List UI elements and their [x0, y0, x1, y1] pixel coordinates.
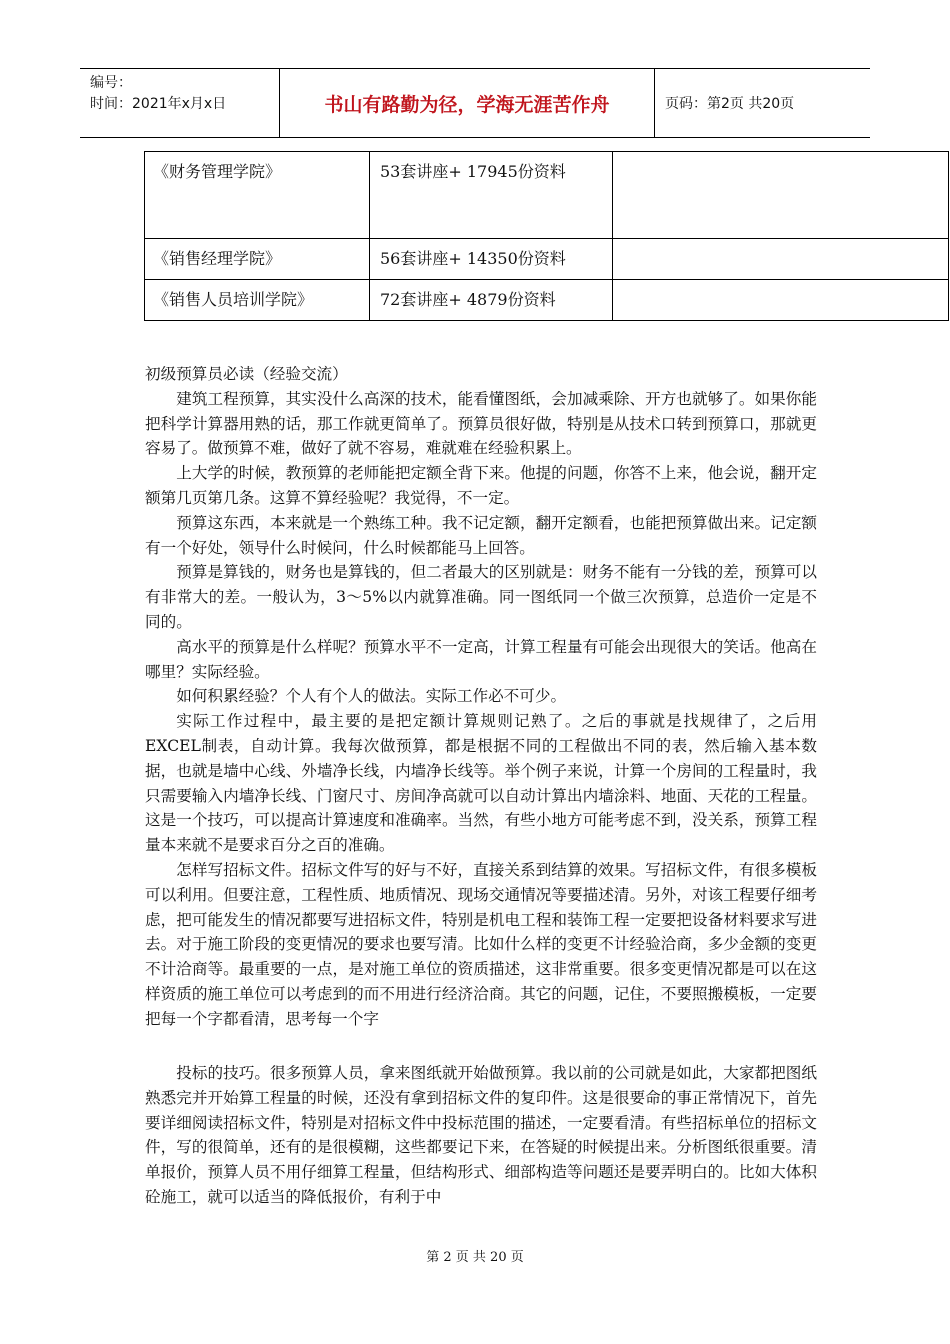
article-paragraph: 上大学的时候，教预算的老师能把定额全背下来。他提的问题，你答不上来，他会说，翻开定额第几页第几条。这算不算经验呢？我觉得，不一定。	[145, 464, 817, 507]
table-cell-name: 《销售经理学院》	[145, 239, 370, 280]
article-paragraph: 高水平的预算是什么样呢？预算水平不一定高，计算工程量有可能会出现很大的笑话。他高在哪里？实际经验。	[145, 637, 817, 681]
table-cell-desc: 53套讲座+ 17945份资料	[370, 152, 613, 239]
time-label: 时间：2021年x月x日	[90, 96, 227, 112]
header-motto: 书山有路勤为径，学海无涯苦作舟	[324, 93, 610, 116]
header-meta	[90, 73, 275, 115]
article-body	[145, 362, 817, 1032]
article-paragraph: 怎样写招标文件。招标文件写的好与不好，直接关系到结算的效果。写招标文件，有很多模板可以利用。但要注意，工程性质、地质情况、现场交通情况等要描述清。另外，对该工程要仔细考虑，把可能发生的情况都要写进招标文件，特别是机电工程和装饰工程一定要把设备材料要求写进去。对于施工阶段的变更情况的要求也要写清。比如什么样的变更不计经验洽商，多少金额的变更不计洽商等。最重要的一点，是对施工单位的资质描述，这非常重要。很多变更情况都是可以在这样资质的施工单位可以考虑到的而不用进行经济洽商。其它的问题，记住，不要照搬模板，一定要把每一个字都看清，思考每一个字	[145, 860, 817, 1028]
article-paragraph: 预算是算钱的，财务也是算钱的，但二者最大的区别就是：财务不能有一分钱的差，预算可以有非常大的差。一般认为，3～5%以内就算准确。同一图纸同一个做三次预算，总造价一定是不同的。	[145, 563, 817, 631]
article-paragraph: 投标的技巧。很多预算人员，拿来图纸就开始做预算。我以前的公司就是如此，大家都把图纸熟悉完并开始算工程量的时候，还没有拿到招标文件的复印件。这是很要命的事正常情况下，首先要详细阅读招标文件，特别是对招标文件中投标范围的描述，一定要看清。有些招标单位的招标文件，写的很简单，还有的是很模糊，这些都要记下来，在答疑的时候提出来。分析图纸很重要。清单报价，预算人员不用仔细算工程量，但结构形式、细部构造等问题还是要弄明白的。比如大体积砼施工，就可以适当的降低报价，有利于中	[145, 1064, 817, 1206]
number-label: 编号：	[90, 75, 132, 91]
article-paragraph: 如何积累经验？个人有个人的做法。实际工作必不可少。	[176, 687, 567, 706]
article-paragraph: 建筑工程预算，其实没什么高深的技术，能看懂图纸，会加减乘除、开方也就够了。如果你能把科学计算器用熟的话，那工作就更简单了。预算员很好做，特别是从技术口转到预算口，那就更容易了。做预算不难，做好了就不容易，难就难在经验积累上。	[145, 389, 817, 458]
article-title: 初级预算员必读（经验交流）	[145, 365, 348, 383]
table-cell-extra	[613, 152, 949, 239]
table-cell-desc: 56套讲座+ 14350份资料	[370, 239, 613, 280]
table-cell-name: 《财务管理学院》	[145, 152, 370, 239]
table-row	[145, 239, 949, 280]
table-cell-name: 《销售人员培训学院》	[145, 280, 370, 321]
resource-table	[144, 151, 949, 321]
article-paragraph: 预算这东西，本来就是一个熟练工种。我不记定额，翻开定额看，也能把预算做出来。记定额有一个好处，领导什么时候问，什么时候都能马上回答。	[145, 513, 817, 557]
header-divider	[654, 69, 655, 137]
article-body-continued	[145, 1061, 817, 1210]
table-cell-extra	[613, 239, 949, 280]
table-cell-desc: 72套讲座+ 4879份资料	[370, 280, 613, 321]
article-paragraph: 实际工作过程中，最主要的是把定额计算规则记熟了。之后的事就是找规律了，之后用EXCEL制表，自动计算。我每次做预算，都是根据不同的工程做出不同的表，然后输入基本数据，也就是墙中心线、外墙净长线，内墙净长线等。举个例子来说，计算一个房间的工程量时，我只需要输入内墙净长线、门窗尺寸、房间净高就可以自动计算出内墙涂料、地面、天花的工程量。这是一个技巧，可以提高计算速度和准确率。当然，有些小地方可能考虑不到，没关系，预算工程量本来就不是要求百分之百的准确。	[145, 712, 817, 855]
table-row	[145, 152, 949, 239]
page-header	[80, 68, 870, 138]
table-cell-extra	[613, 280, 949, 321]
page-footer: 第 2 页 共 20 页	[426, 1250, 524, 1265]
header-page-code: 页码：第2页 共20页	[665, 96, 795, 112]
table-row	[145, 280, 949, 321]
